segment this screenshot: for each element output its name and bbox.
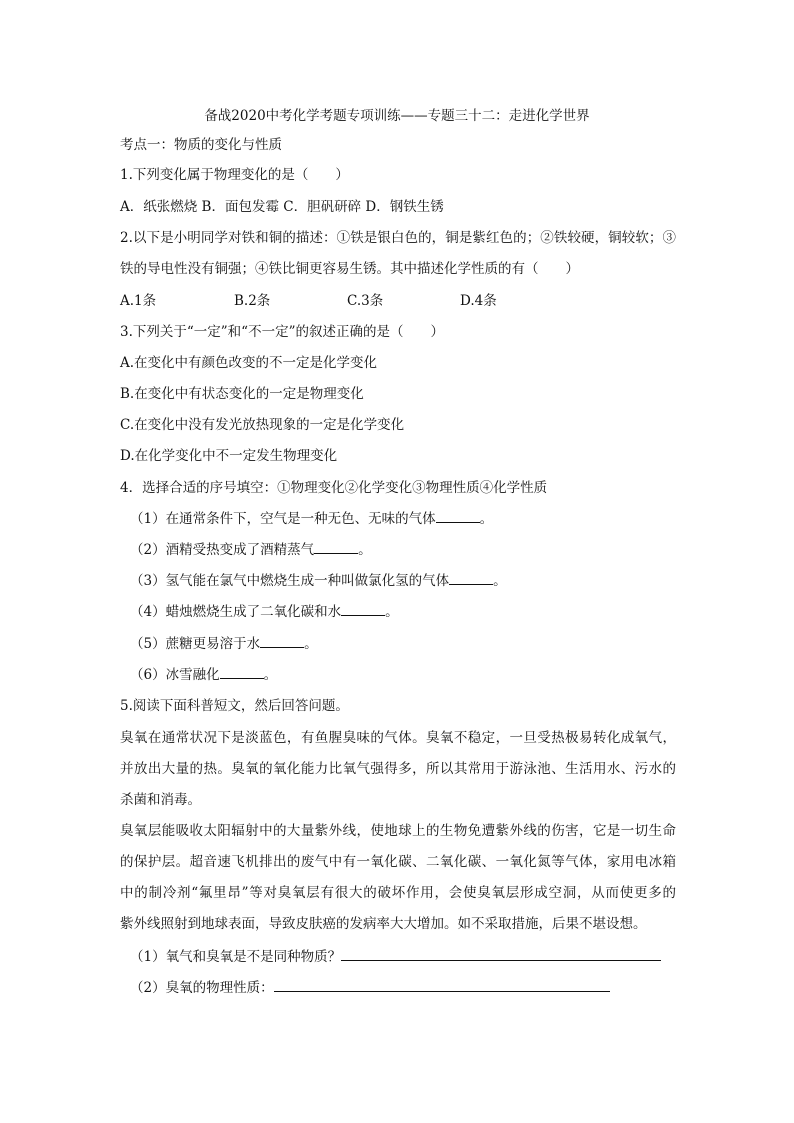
question-4-item-1	[130, 510, 493, 528]
passage-1-line-1: 臭氧在通常状况下是淡蓝色，有鱼腥臭味的气体。臭氧不稳定，一旦受热极易转化成氧气，	[120, 730, 676, 746]
question-2-option-a: A.1条	[120, 293, 157, 309]
document-title: 备战2020中考化学考题专项训练——专题三十二：走进化学世界	[204, 108, 590, 124]
question-4-item-4	[130, 603, 399, 621]
passage-1-line-2: 并放出大量的热。臭氧的氧化能力比氧气强得多，所以其常用于游泳池、生活用水、污水的	[120, 761, 676, 777]
item-text: （4）蜡烛燃烧生成了二氧化碳和水	[130, 604, 342, 620]
question-3-option-d: D.在化学变化中不一定发生物理变化	[120, 448, 338, 464]
question-1-options: A．纸张燃烧 B．面包发霉 C．胆矾研碎 D．钢铁生锈	[120, 199, 444, 215]
item-end: 。	[385, 604, 399, 620]
answer-line[interactable]	[274, 979, 610, 992]
question-5-stem: 5.阅读下面科普短文，然后回答问题。	[120, 698, 349, 714]
passage-2-line-4: 紫外线照射到地球表面，导致皮肤癌的发病率大大增加。如不采取措施，后果不堪设想。	[120, 916, 647, 932]
question-2-option-b: B.2条	[234, 293, 271, 309]
question-4-item-3	[130, 572, 507, 590]
item-end: 。	[493, 573, 507, 589]
item-text: （1）在通常条件下，空气是一种无色、无味的气体	[130, 511, 436, 527]
answer-blank[interactable]	[314, 541, 358, 554]
answer-blank[interactable]	[220, 666, 264, 679]
section-heading: 考点一：物质的变化与性质	[120, 137, 282, 153]
question-3-stem: 3.下列关于“一定”和“不一定”的叙述正确的是（ ）	[120, 324, 444, 340]
answer-line[interactable]	[341, 948, 661, 961]
answer-blank[interactable]	[260, 635, 304, 648]
item-end: 。	[479, 511, 494, 527]
answer-blank[interactable]	[449, 572, 493, 585]
sub-question-text: （2）臭氧的物理性质：	[130, 980, 274, 996]
item-end: 。	[263, 667, 278, 683]
question-4-stem: 4．选择合适的序号填空：①物理变化②化学变化③物理性质④化学性质	[120, 480, 548, 496]
question-5-sub-1	[130, 948, 661, 966]
question-2-stem-line2: 铁的导电性没有铜强；④铁比铜更容易生锈。其中描述化学性质的有（ ）	[120, 261, 579, 277]
question-3-option-c: C.在变化中没有发光放热现象的一定是化学变化	[120, 417, 405, 433]
question-5-sub-2	[130, 979, 610, 997]
item-text: （3）氢气能在氯气中燃烧生成一种叫做氯化氢的气体	[130, 573, 450, 589]
question-4-item-5	[130, 635, 318, 653]
passage-2-line-1: 臭氧层能吸收太阳辐射中的大量紫外线，使地球上的生物免遭紫外线的伤害，它是一切生命	[120, 823, 676, 839]
question-2-stem-line1: 2.以下是小明同学对铁和铜的描述：①铁是银白色的，铜是紫红色的；②铁较硬，铜较软；③	[120, 230, 676, 246]
item-end: 。	[358, 542, 372, 558]
question-2-option-c: C.3条	[347, 293, 384, 309]
question-4-item-6	[130, 666, 277, 684]
question-3-option-a: A.在变化中有颜色改变的不一定是化学变化	[120, 355, 378, 371]
question-1-stem: 1.下列变化属于物理变化的是（ ）	[120, 167, 349, 183]
passage-2-line-2: 的保护层。超音速飞机排出的废气中有一氧化碳、二氧化碳、一氧化氮等气体，家用电冰箱	[120, 854, 676, 870]
item-text: （2）酒精受热变成了酒精蒸气	[130, 542, 315, 558]
question-2-option-d: D.4条	[460, 293, 497, 309]
question-3-option-b: B.在变化中有状态变化的一定是物理变化	[120, 386, 364, 402]
answer-blank[interactable]	[436, 510, 480, 523]
sub-question-text: （1）氧气和臭氧是不是同种物质？	[130, 949, 342, 965]
item-text: （5）蔗糖更易溶于水	[130, 636, 261, 652]
answer-blank[interactable]	[341, 603, 385, 616]
passage-1-line-3: 杀菌和消毒。	[120, 792, 201, 808]
passage-2-line-3: 中的制冷剂“氟里昂”等对臭氧层有很大的破坏作用，会使臭氧层形成空洞，从而使更多的	[120, 885, 676, 901]
item-text: （6）冰雪融化	[130, 667, 220, 683]
question-4-item-2	[130, 541, 372, 559]
item-end: 。	[304, 636, 318, 652]
